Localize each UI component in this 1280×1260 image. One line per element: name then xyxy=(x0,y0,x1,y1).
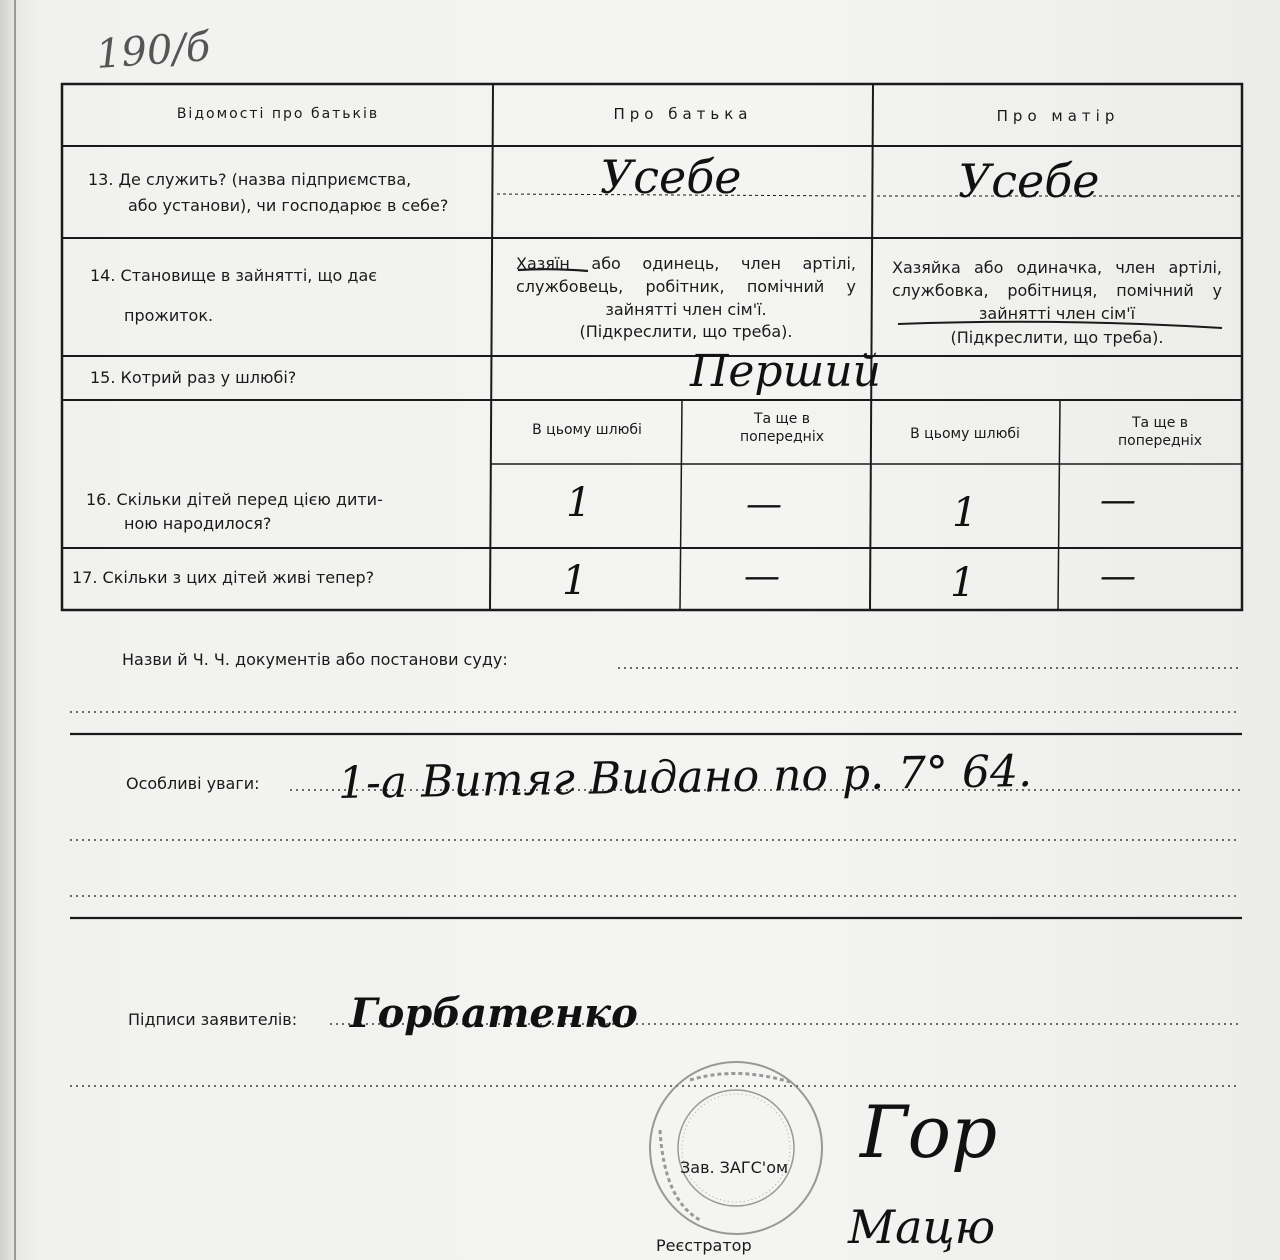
q14-mother-selected-option: помічний у зайнятті член сім'ї xyxy=(978,281,1222,323)
signatures-label: Підписи заявителів: xyxy=(128,1010,298,1029)
q13-label-line1: 13. Де служить? (назва підприємства, xyxy=(88,170,412,189)
q13-father-answer: Усебе xyxy=(600,150,742,204)
q16-father-prev-value: — xyxy=(746,484,782,525)
q14-mother-option-text: Хазяйка або одиначка, член артілі, службовка, робітниця, xyxy=(892,258,1222,300)
q16-mother-this-value: 1 xyxy=(952,490,978,536)
q17-mother-prev-value: — xyxy=(1100,556,1136,597)
q17-label: 17. Скільки з цих дітей живі тепер? xyxy=(72,568,375,587)
q14-label-line2: прожиток. xyxy=(124,306,214,325)
q17-mother-this-value: 1 xyxy=(950,560,976,606)
q13-mother-answer: Усебе xyxy=(958,154,1100,208)
q14-father-selected-option: Хазяїн xyxy=(516,254,570,273)
applicant-signature: Горбатенко xyxy=(350,990,638,1037)
q16-father-this-value: 1 xyxy=(566,480,592,526)
q14-label-line1: 14. Становище в зайнятті, що дає xyxy=(90,266,378,285)
special-notes-value: 1-а Витяг Видано по р. 7° 64. xyxy=(337,745,1033,810)
q13-label-line2: або установи), чи господарює в себе? xyxy=(128,196,449,215)
header-about-father: Про батька xyxy=(613,105,753,123)
subheader-mother-previous: Та ще в попередніх xyxy=(1118,415,1202,449)
q14-mother-note: (Підкреслити, що треба). xyxy=(950,328,1164,347)
q15-label: 15. Котрий раз у шлюбі? xyxy=(90,368,297,387)
q16-label-line1: 16. Скільки дітей перед цією дити- xyxy=(86,490,383,509)
header-about-mother: Про матір xyxy=(996,107,1120,125)
q16-label-line2: ною народилося? xyxy=(124,514,272,533)
registrar-label: Реєстратор xyxy=(656,1236,752,1255)
q16-mother-prev-value: — xyxy=(1100,480,1136,521)
corner-archive-note: 190/б xyxy=(94,24,212,78)
special-notes-label: Особливі уваги: xyxy=(126,774,260,793)
head-signature: Гор xyxy=(860,1090,998,1174)
q14-father-option-text: або одинець, член артілі, службовець, робітник, помічний у зайнятті член сім'ї. xyxy=(516,254,856,319)
header-parents-info: Відомості про батьків xyxy=(176,106,380,122)
q17-father-prev-value: — xyxy=(744,556,780,597)
subheader-father-previous: Та ще в попередніх xyxy=(740,411,824,445)
subheader-father-this-marriage: В цьому шлюбі xyxy=(532,422,642,438)
head-label: Зав. ЗАГС'ом xyxy=(680,1158,789,1177)
q14-father-options xyxy=(516,252,856,321)
official-seal xyxy=(650,1062,822,1234)
registrar-signature: Мацю xyxy=(848,1200,996,1254)
documents-label: Назви й Ч. Ч. документів або постанови суду: xyxy=(122,650,508,669)
q14-father-note: (Підкреслити, що треба). xyxy=(579,322,793,341)
q15-answer: Перший xyxy=(690,346,881,397)
q14-mother-options xyxy=(892,256,1222,325)
q17-father-this-value: 1 xyxy=(562,558,588,604)
subheader-mother-this-marriage: В цьому шлюбі xyxy=(910,426,1020,442)
